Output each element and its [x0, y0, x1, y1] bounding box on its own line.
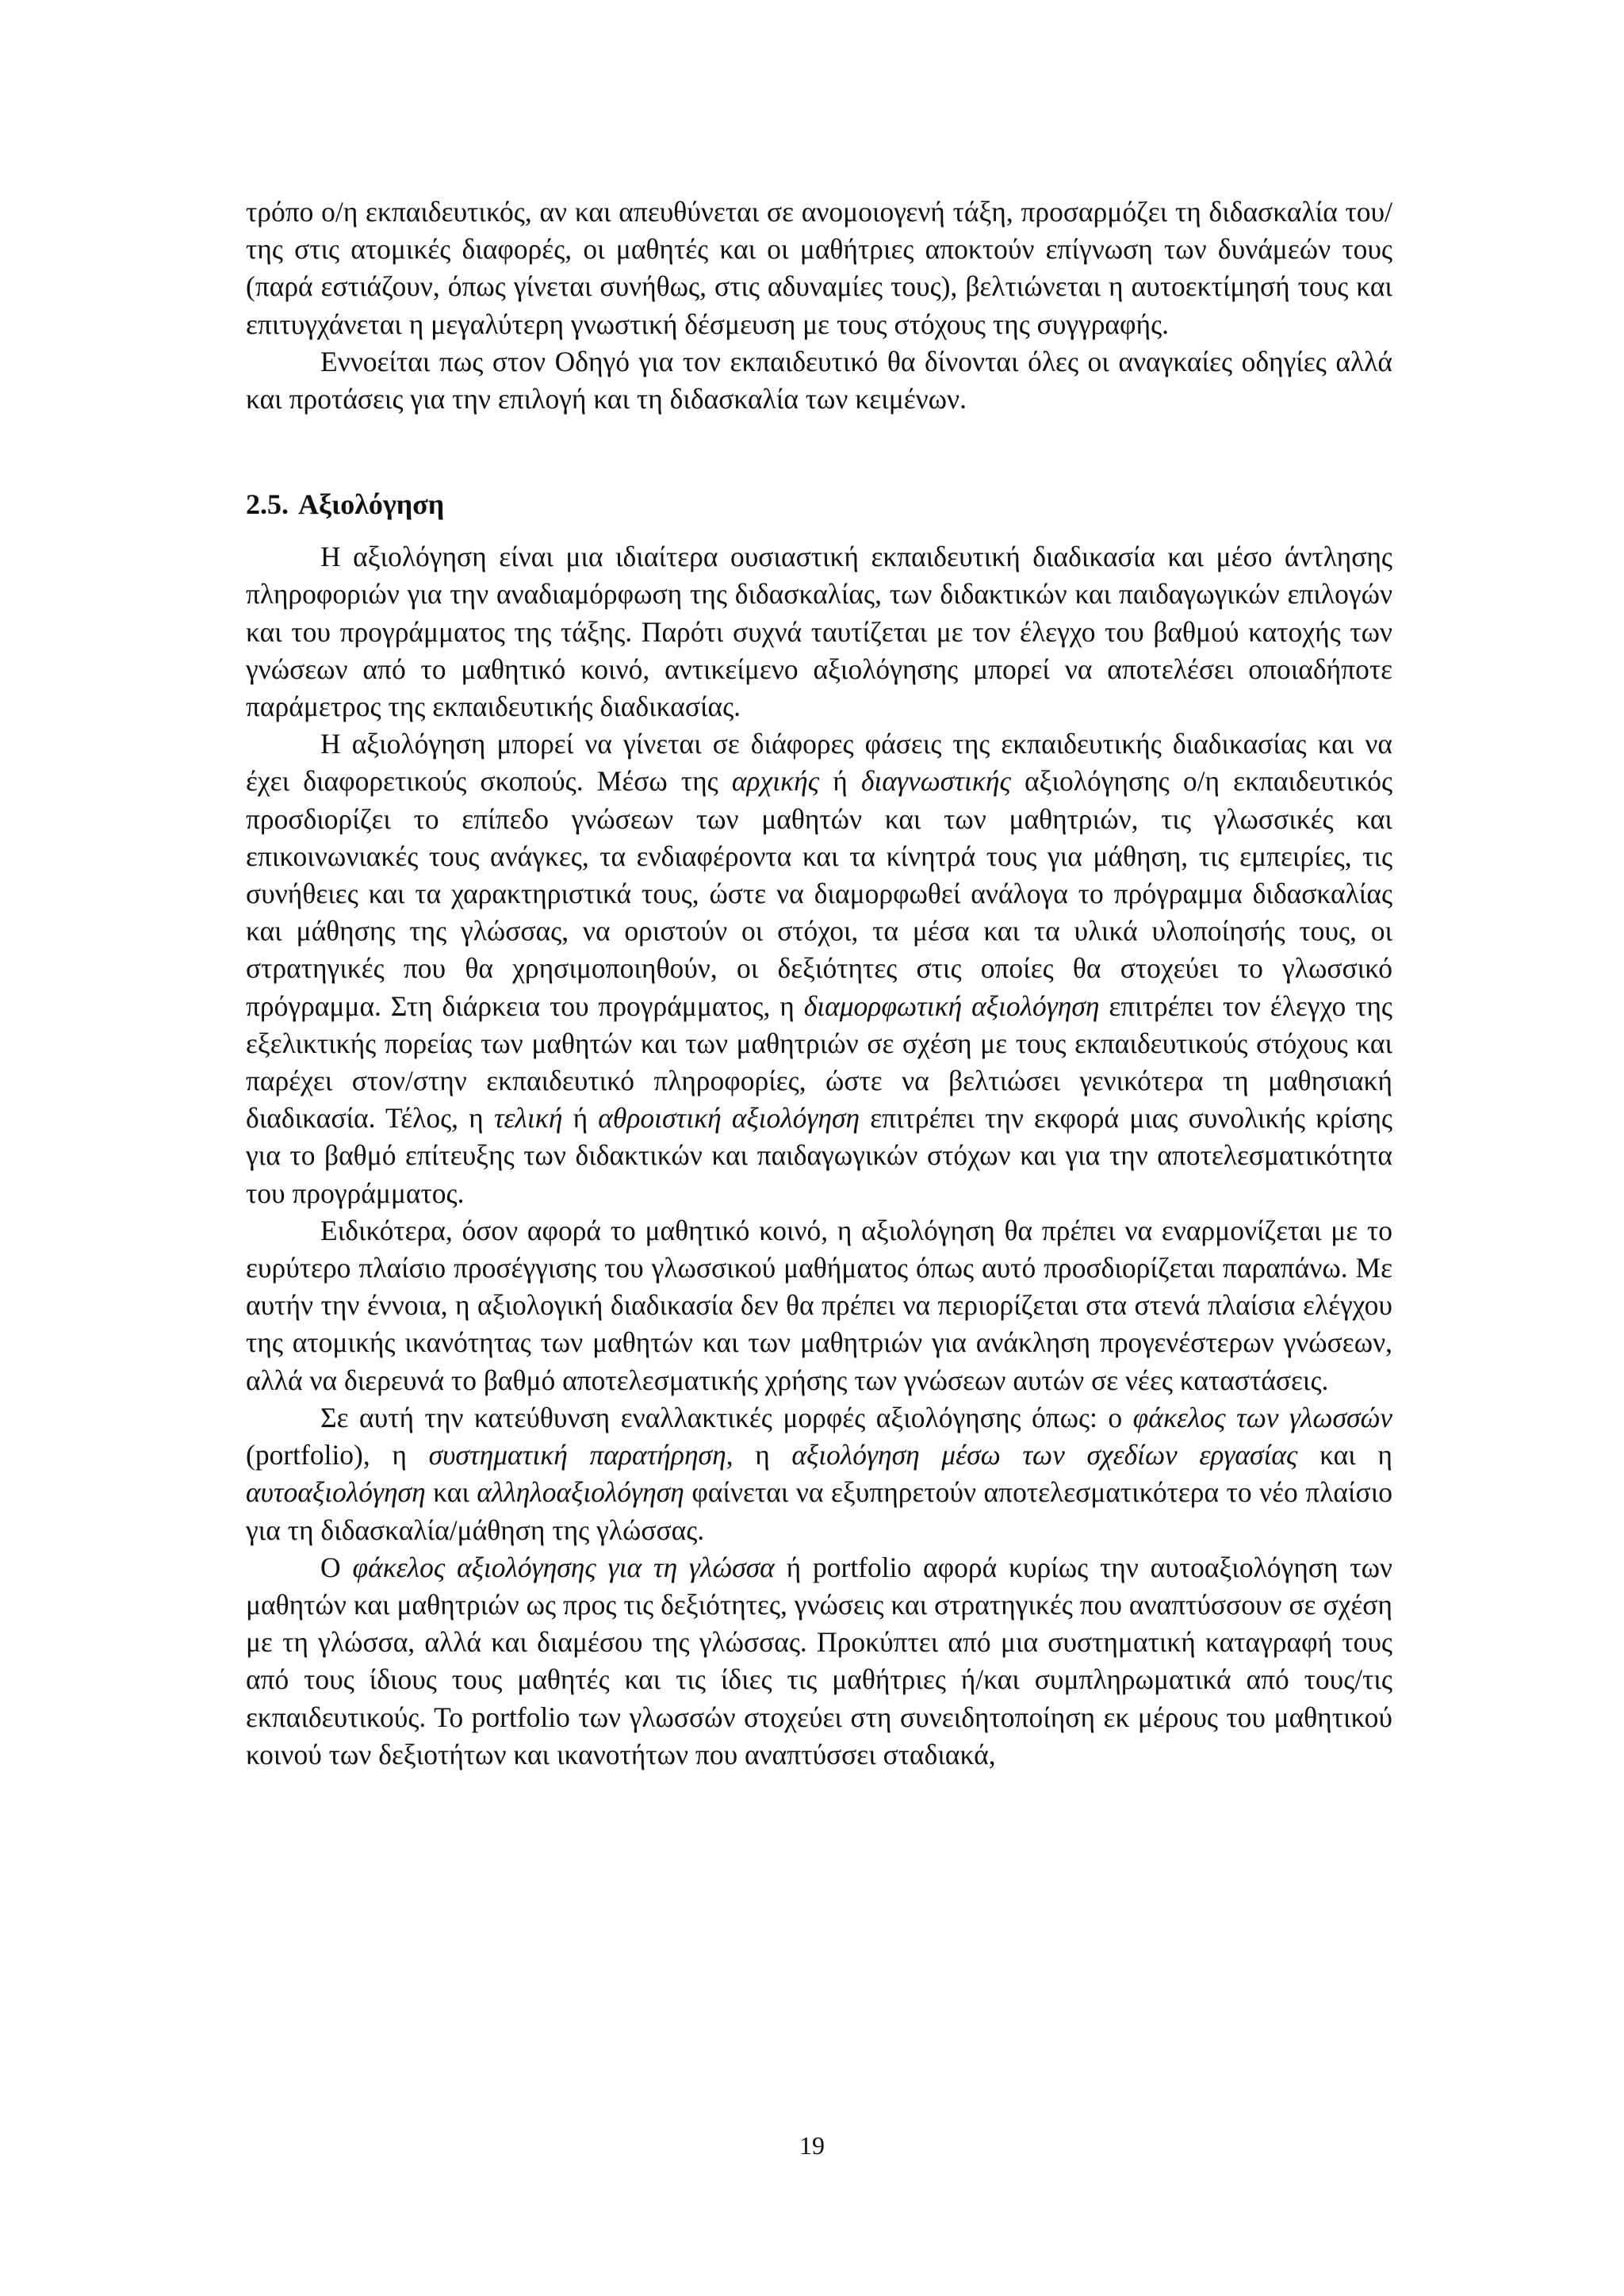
- paragraph-portfolio: Ο φάκελος αξιολόγησης για τη γλώσσα ή portfolio αφορά κυρίως την αυτοαξιολόγηση των μαθητών και μαθητριών ως προς τις δεξιότητες, γνώσεις και στρατηγικές που αναπτύσσουν σε σχέση με τη γλώσσα, αλλά και διαμέσου της γλώσσας. Προκύπτει από μια συστηματική καταγραφή τους από τους ίδιους τους μαθητές και τις ίδιες τις μαθήτριες ή/και συμπληρωματικά από τους/τις εκπαιδευτικούς. Το portfolio των γλωσσών στοχεύει στη συνειδητοποίηση εκ μέρους του μαθητικού κοινού των δεξιοτήτων και ικανοτήτων που αναπτύσσει σταδιακά,: [246, 1551, 1392, 1770]
- section-title: Αξιολόγηση: [298, 488, 445, 521]
- paragraph-continuation: τρόπο ο/η εκπαιδευτικός, αν και απευθύνεται σε ανομοιογενή τάξη, προσαρμόζει τη διδασκαλία του/της στις ατομικές διαφορές, οι μαθητές και οι μαθήτριες αποκτούν επίγνωση των δυνάμεών τους (παρά εστιάζουν, όπως γίνεται συνήθως, στις αδυναμίες τους), βελτιώνεται η αυτοεκτίμησή τους και επιτυγχάνεται η μεγαλύτερη γνωστική δέσμευση με τους στόχους της συγγραφής.: [246, 196, 1392, 340]
- paragraph-student-evaluation: Ειδικότερα, όσον αφορά το μαθητικό κοινό, η αξιολόγηση θα πρέπει να εναρμονίζεται με το ευρύτερο πλαίσιο προσέγγισης του γλωσσικού μαθήματος όπως αυτό προσδιορίζεται παραπάνω. Με αυτήν την έννοια, η αξιολογική διαδικασία δεν θα πρέπει να περιορίζεται στα στενά πλαίσια ελέγχου της ατομικής ικανότητας των μαθητών και των μαθητριών για ανάκληση προγενέστερων γνώσεων, αλλά να διερευνά το βαθμό αποτελεσματικής χρήσης των γνώσεων αυτών σε νέες καταστάσεις.: [246, 1214, 1392, 1396]
- section-number: 2.5.: [246, 488, 289, 521]
- paragraph-alternative-forms: Σε αυτή την κατεύθυνση εναλλακτικές μορφές αξιολόγησης όπως: ο φάκελος των γλωσσών (portfolio), η συστηματική παρατήρηση, η αξιολόγηση μέσω των σχεδίων εργασίας και η αυτοαξιολόγηση και αλληλοαξιολόγηση φαίνεται να εξυπηρετούν αποτελεσματικότερα το νέο πλαίσιο για τη διδασκαλία/μάθηση της γλώσσας.: [246, 1401, 1392, 1546]
- paragraph-guide-note: Εννοείται πως στον Οδηγό για τον εκπαιδευτικό θα δίνονται όλες οι αναγκαίες οδηγίες αλλά και προτάσεις για την επιλογή και τη διδασκαλία των κειμένων.: [246, 345, 1392, 415]
- page-body: [246, 193, 1392, 1774]
- page-number: 19: [799, 2131, 825, 2160]
- section-heading: [246, 486, 1392, 523]
- paragraph-evaluation-intro: Η αξιολόγηση είναι μια ιδιαίτερα ουσιαστική εκπαιδευτική διαδικασία και μέσο άντλησης πληροφοριών για την αναδιαμόρφωση της διδασκαλίας, των διδακτικών και παιδαγωγικών επιλογών και του προγράμματος της τάξης. Παρότι συχνά ταυτίζεται με τον έλεγχο του βαθμού κατοχής των γνώσεων από το μαθητικό κοινό, αντικείμενο αξιολόγησης μπορεί να αποτελέσει οποιαδήποτε παράμετρος της εκπαιδευτικής διαδικασίας.: [246, 541, 1392, 723]
- paragraph-evaluation-phases: Η αξιολόγηση μπορεί να γίνεται σε διάφορες φάσεις της εκπαιδευτικής διαδικασίας και να έχει διαφορετικούς σκοπούς. Μέσω της αρχικής ή διαγνωστικής αξιολόγησης ο/η εκπαιδευτικός προσδιορίζει το επίπεδο γνώσεων των μαθητών και των μαθητριών, τις γλωσσικές και επικοινωνιακές τους ανάγκες, τα ενδιαφέροντα και τα κίνητρά τους για μάθηση, τις εμπειρίες, τις συνήθειες και τα χαρακτηριστικά τους, ώστε να διαμορφωθεί ανάλογα το πρόγραμμα διδασκαλίας και μάθησης της γλώσσας, να οριστούν οι στόχοι, τα μέσα και τα υλικά υλοποίησής τους, οι στρατηγικές που θα χρησιμοποιηθούν, οι δεξιότητες στις οποίες θα στοχεύει το γλωσσικό πρόγραμμα. Στη διάρκεια του προγράμματος, η διαμορφωτική αξιολόγηση επιτρέπει τον έλεγχο της εξελικτικής πορείας των μαθητών και των μαθητριών σε σχέση με τους εκπαιδευτικούς στόχους και παρέχει στον/στην εκπαιδευτικό πληροφορίες, ώστε να βελτιώσει γενικότερα τη μαθησιακή διαδικασία. Τέλος, η τελική ή αθροιστική αξιολόγηση επιτρέπει την εκφορά μιας συνολικής κρίσης για το βαθμό επίτευξης των διδακτικών και παιδαγωγικών στόχων και για την αποτελεσματικότητα του προγράμματος.: [246, 728, 1392, 1209]
